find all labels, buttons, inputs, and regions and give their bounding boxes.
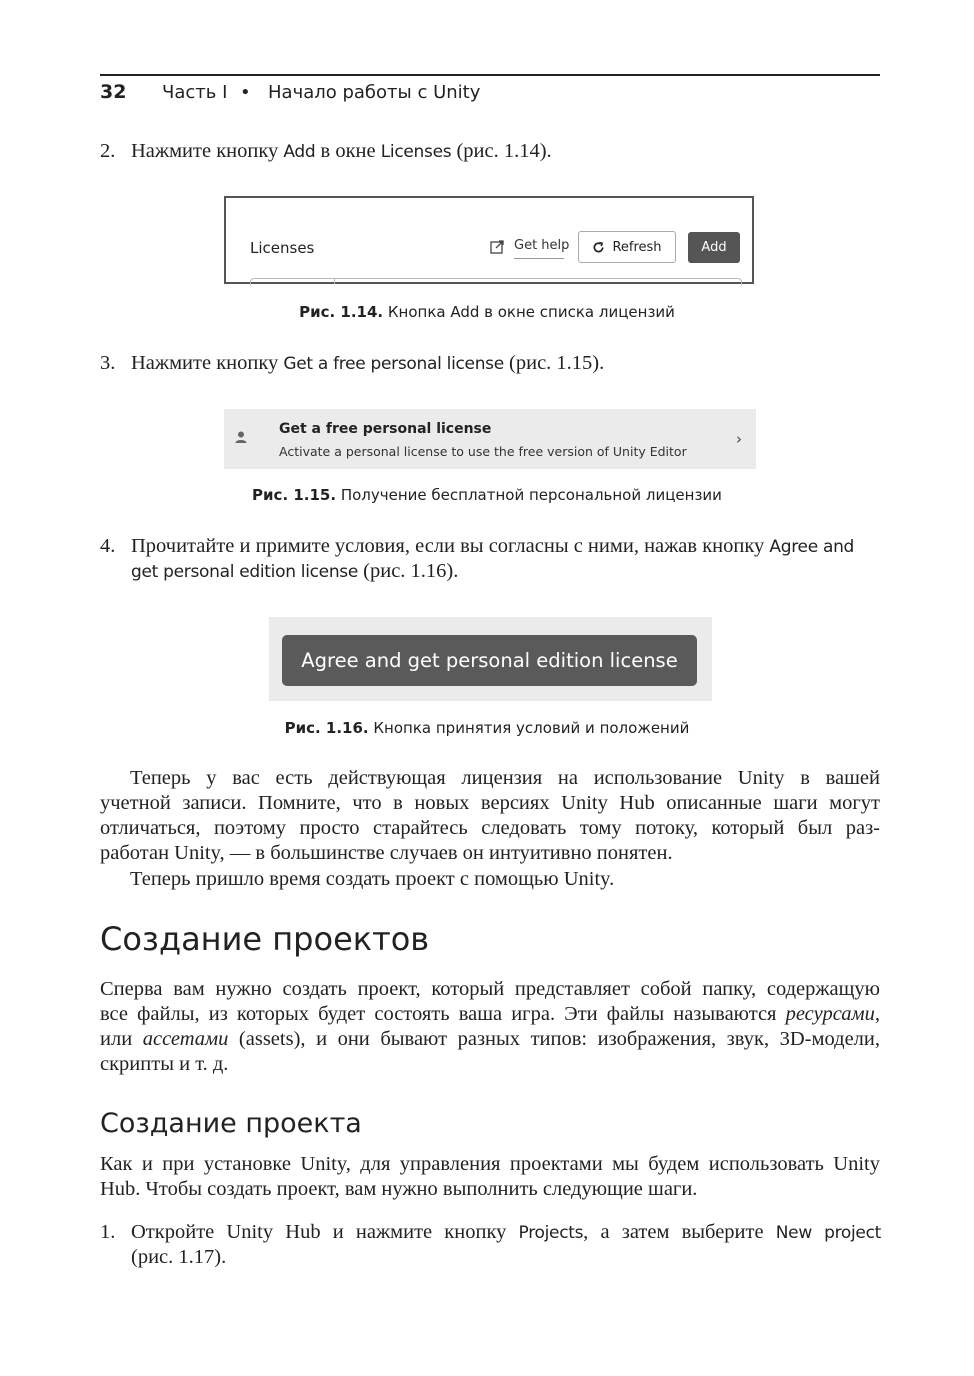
paragraph-next: Теперь пришло время создать проект с помощью Unity. [130, 868, 615, 890]
get-help-underline [514, 258, 564, 259]
caption-1-15 [0, 486, 974, 504]
refresh-button[interactable] [578, 231, 676, 263]
text: все файлы, из которых будет состоять ваша игра. Эти файлы называются [100, 1003, 786, 1025]
para-line: Hub. Чтобы создать проект, вам нужно выполнить следующие шаги. [100, 1178, 698, 1200]
licenses-title: Licenses [250, 239, 315, 257]
caption-1-14 [0, 303, 974, 321]
figure-1-16 [269, 617, 712, 701]
ui-term: Agree and [769, 537, 855, 557]
step-3 [100, 351, 115, 376]
ui-term: Licenses [380, 142, 452, 162]
chevron-right-icon: › [736, 430, 742, 448]
step-4-line-1 [131, 534, 881, 560]
add-button[interactable]: Add [688, 232, 740, 263]
free-license-title: Get a free personal license [279, 421, 492, 437]
step-1-line-1 [131, 1220, 881, 1246]
ui-term: Projects [518, 1223, 584, 1243]
para-line: учетной записи. Помните, что в новых версиях Unity Hub описанные шаги могут [100, 792, 880, 814]
list-panel-edge [250, 278, 742, 285]
para-line: Теперь у вас есть действующая лицензия на использование Unity в вашей [130, 767, 880, 789]
step-2 [100, 139, 115, 164]
text: Нажмите кнопку [131, 140, 284, 162]
caption-text: Получение бесплатной персональной лицензии [336, 486, 722, 504]
header-rule [100, 74, 880, 76]
para-line: отличаться, поэтому просто старайтесь следовать тому потоку, который был раз- [100, 817, 880, 839]
get-help-link[interactable]: Get help [514, 238, 570, 253]
text: (assets), и они бывают разных типов: изображения, звук, 3D-модели, [228, 1028, 880, 1050]
step-4-line-2 [131, 559, 458, 585]
step-2-text [131, 139, 552, 165]
step-4 [100, 534, 115, 559]
refresh-label: Refresh [612, 239, 662, 255]
caption-1-16 [0, 719, 974, 737]
step-number: 4. [100, 535, 116, 557]
text: (рис. 1.15). [503, 352, 605, 374]
page-number: 32 [100, 81, 127, 103]
text: , а затем выберите [583, 1221, 776, 1243]
refresh-icon [592, 241, 605, 254]
text: (рис. 1.14). [451, 140, 552, 162]
person-icon [234, 430, 248, 444]
text: в окне [315, 140, 381, 162]
caption-label: Рис. 1.15. [252, 486, 337, 504]
text: Прочитайте и примите условия, если вы согласны с ними, нажав кнопку [131, 535, 770, 557]
caption-text: Кнопка принятия условий и положений [368, 719, 690, 737]
step-number: 3. [100, 352, 116, 374]
list-divider [334, 278, 335, 284]
caption-label: Рис. 1.14. [299, 303, 384, 321]
text: , [874, 1003, 880, 1025]
paragraph-hub [100, 1152, 880, 1202]
step-number: 1. [100, 1221, 116, 1243]
emphasis: ресурсами [785, 1003, 875, 1025]
ui-term: Get a free personal license [283, 354, 504, 374]
section-title: Создание проектов [100, 920, 430, 958]
text: Откройте Unity Hub и нажмите кнопку [131, 1221, 519, 1243]
ui-term: Add [283, 142, 316, 162]
header-bullet: • [240, 82, 251, 103]
free-license-subtitle: Activate a personal license to use the free version of Unity Editor [279, 444, 687, 459]
para-line: скрипты и т. д. [100, 1053, 229, 1075]
paragraph-license [100, 766, 880, 866]
ui-term: New project [775, 1223, 881, 1243]
agree-license-button[interactable]: Agree and get personal edition license [282, 635, 697, 686]
subsection-title: Создание проекта [100, 1108, 362, 1139]
ui-term: get personal edition license [131, 562, 359, 582]
text: Нажмите кнопку [131, 352, 284, 374]
step-number: 2. [100, 140, 116, 162]
caption-text: Кнопка Add в окне списка лицензий [383, 303, 675, 321]
step-1-line-2: (рис. 1.17). [131, 1246, 227, 1268]
text: (рис. 1.16). [358, 560, 459, 582]
para-line: работан Unity, — в большинстве случаев он интуитивно понятен. [100, 842, 673, 864]
caption-label: Рис. 1.16. [284, 719, 369, 737]
header-part: Часть I [162, 82, 228, 103]
paragraph-project [100, 977, 880, 1077]
text: или [100, 1028, 143, 1050]
para-line: Как и при установке Unity, для управления проектами мы будем использовать Unity [100, 1153, 880, 1175]
emphasis: ассетами [142, 1028, 229, 1050]
figure-1-14 [224, 196, 754, 284]
step-1 [100, 1220, 115, 1245]
header-chapter: Начало работы с Unity [268, 82, 481, 103]
step-3-text [131, 351, 604, 377]
figure-1-15[interactable] [224, 409, 756, 469]
para-line [100, 1027, 880, 1052]
external-link-icon [490, 240, 504, 254]
para-line: Сперва вам нужно создать проект, который представляет собой папку, содержащую [100, 978, 880, 1000]
para-line [100, 1002, 880, 1027]
